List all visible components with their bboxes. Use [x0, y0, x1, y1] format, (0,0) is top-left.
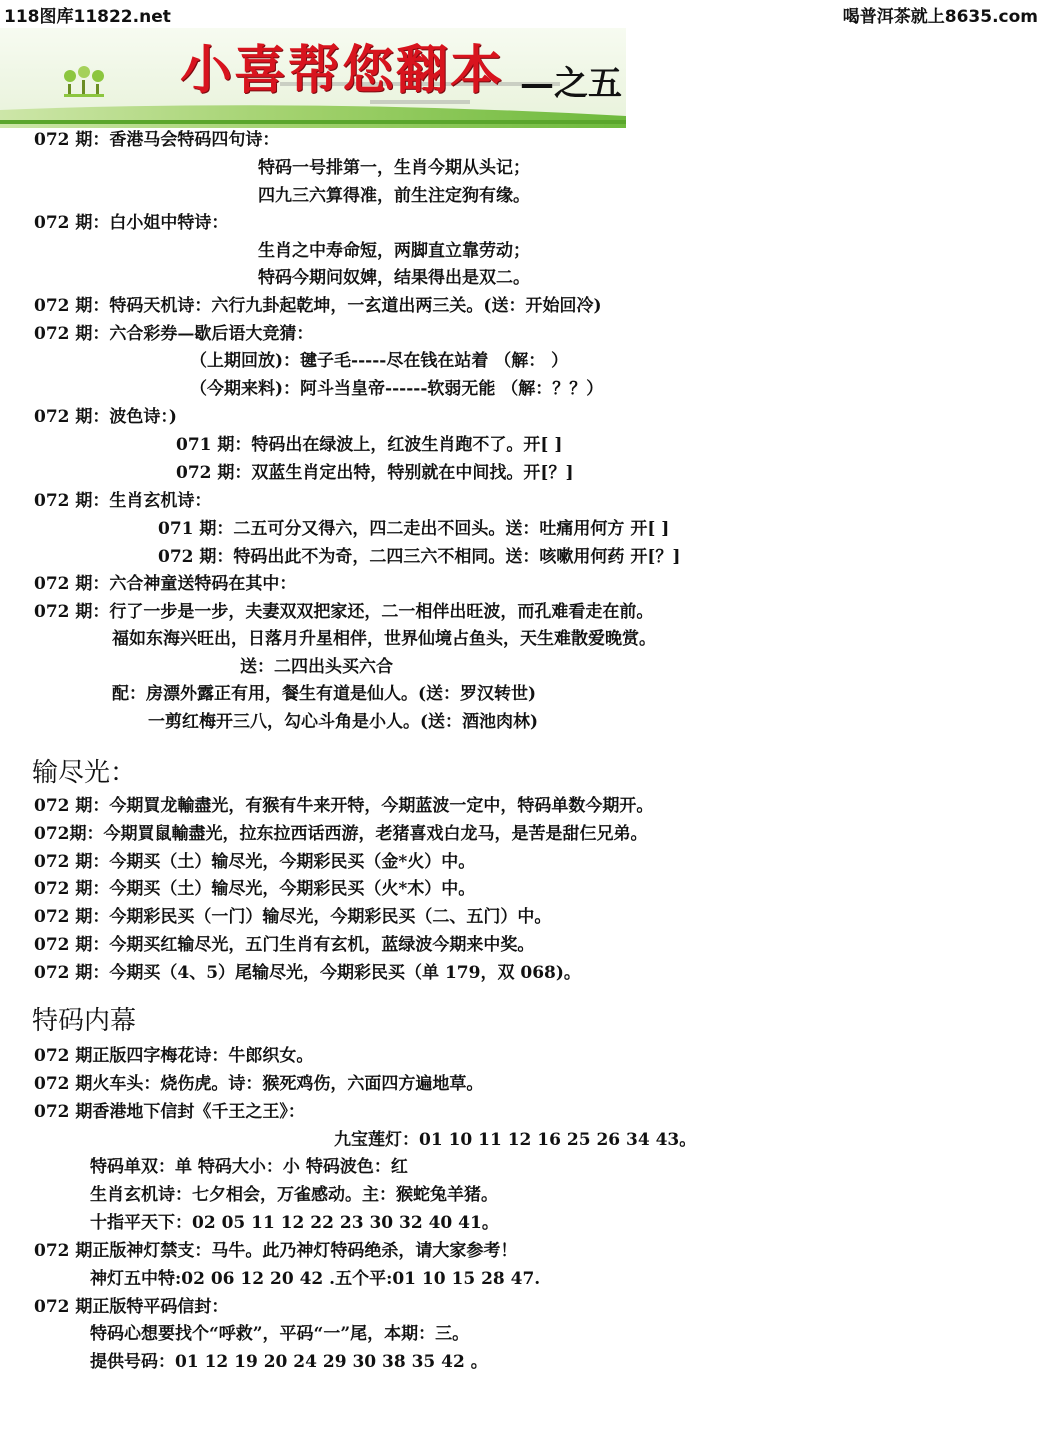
text-line: 071 期：二五可分又得六，四二走出不回头。送：吐痛用何方 开[ ] — [158, 519, 670, 539]
text-line: 072 期：六合彩券—歇后语大竞猜： — [34, 324, 314, 344]
text-line: 072 期：特码天机诗：六行九卦起乾坤，一玄道出两三关。(送：开始回冷) — [34, 296, 602, 316]
text-line: 072 期：行了一步是一步，夫妻双双把家还，二一相伴出旺波，而孔难看走在前。 — [34, 602, 654, 622]
text-line: 072 期：今期买（4、5）尾输尽光，今期彩民买（单 179，双 068)。 — [34, 963, 581, 983]
text-line: 072 期：特码出此不为奇，二四三六不相同。送：咳嗽用何药 开[？] — [158, 547, 681, 567]
text-line: 072 期：今期买（土）输尽光，今期彩民买（火*木）中。 — [34, 879, 476, 899]
text-line: 072 期：香港马会特码四句诗： — [34, 130, 280, 150]
text-line: 072 期：今期买（土）输尽光，今期彩民买（金*火）中。 — [34, 852, 476, 872]
text-line: 福如东海兴旺出，日落月升星相伴，世界仙境占鱼头，天生难散爱晚赏。 — [112, 629, 656, 649]
text-line: 072 期：今期买红输尽光，五门生肖有玄机，蓝绿波今期来中奖。 — [34, 935, 535, 955]
text-line: 072 期：今期彩民买（一门）输尽光，今期彩民买（二、五门）中。 — [34, 907, 552, 927]
text-line: 072 期正版神灯禁支：马牛。此乃神灯特码绝杀，请大家参考！ — [34, 1241, 518, 1261]
text-line: 配：房漂外露正有用，餐生有道是仙人。(送：罗汉转世) — [112, 684, 537, 704]
text-line: （今期来料)：阿斗当皇帝------软弱无能 （解：？？） — [190, 379, 604, 399]
text-line: 九宝莲灯：01 10 11 12 16 25 26 34 43。 — [334, 1130, 697, 1150]
text-line: 特码单双：单 特码大小：小 特码波色：红 — [90, 1157, 408, 1177]
text-line: 072 期：六合神童送特码在其中： — [34, 574, 297, 594]
text-line: 072 期火车头：烧伤虎。诗：猴死鸡伤，六面四方遍地草。 — [34, 1074, 484, 1094]
text-line: 072 期：生肖玄机诗： — [34, 491, 212, 511]
text-line: 特码心想要找个“呼救”，平码“一”尾，本期：三。 — [90, 1324, 470, 1344]
section-heading: 输尽光： — [32, 758, 137, 788]
site-name-right: 喝普洱茶就上8635.com — [842, 7, 1038, 27]
text-line: 十指平天下：02 05 11 12 22 23 30 32 40 41。 — [90, 1213, 499, 1233]
text-line: 神灯五中特:02 06 12 20 42 .五个平:01 10 15 28 47. — [90, 1269, 541, 1289]
text-line: 提供号码：01 12 19 20 24 29 30 38 35 42 。 — [90, 1352, 488, 1372]
text-line: （上期回放)：毽子毛-----尽在钱在站着 （解： ） — [190, 351, 569, 371]
text-line: 一剪红梅开三八，勾心斗角是小人。(送：酒池肉林) — [148, 712, 539, 732]
text-line: 送：二四出头买六合 — [240, 657, 393, 677]
text-line: 072 期正版特平码信封： — [34, 1297, 229, 1317]
text-line: 072 期：波色诗：) — [34, 407, 177, 427]
tree-logo-icon — [64, 66, 104, 97]
brand-title: 小喜帮您翻本 — [180, 40, 505, 101]
text-line: 生肖玄机诗：七夕相会，万雀感动。主：猴蛇兔羊猪。 — [90, 1185, 498, 1205]
text-line: 生肖之中寿命短，两脚直立靠劳动； — [258, 241, 530, 261]
brand-subtitle: —之五 — [520, 64, 622, 104]
text-line: 072 期：今期買龙輸盡光，有猴有牛来开特，今期蓝波一定中，特码单数今期开。 — [34, 796, 654, 816]
text-line: 071 期：特码出在绿波上，红波生肖跑不了。开[ ] — [176, 435, 563, 455]
text-line: 特码今期问奴婢，结果得出是双二。 — [258, 268, 530, 288]
text-line: 072 期：双蓝生肖定出特，特别就在中间找。开[？] — [176, 463, 574, 483]
section-heading: 特码内幕 — [32, 1006, 137, 1036]
text-line: 072期：今期買鼠輸盡光，拉东拉西话西游，老猪喜戏白龙马，是苦是甜仨兄弟。 — [34, 824, 648, 844]
text-line: 特码一号排第一，生肖今期从头记； — [258, 158, 530, 178]
text-line: 072 期正版四字梅花诗：牛郎织女。 — [34, 1046, 314, 1066]
site-name-left: 118图库11822.net — [4, 7, 171, 27]
text-line: 072 期香港地下信封《千王之王》： — [34, 1102, 305, 1122]
text-line: 072 期：白小姐中特诗： — [34, 213, 229, 233]
text-line: 四九三六算得准，前生注定狗有缘。 — [258, 186, 530, 206]
